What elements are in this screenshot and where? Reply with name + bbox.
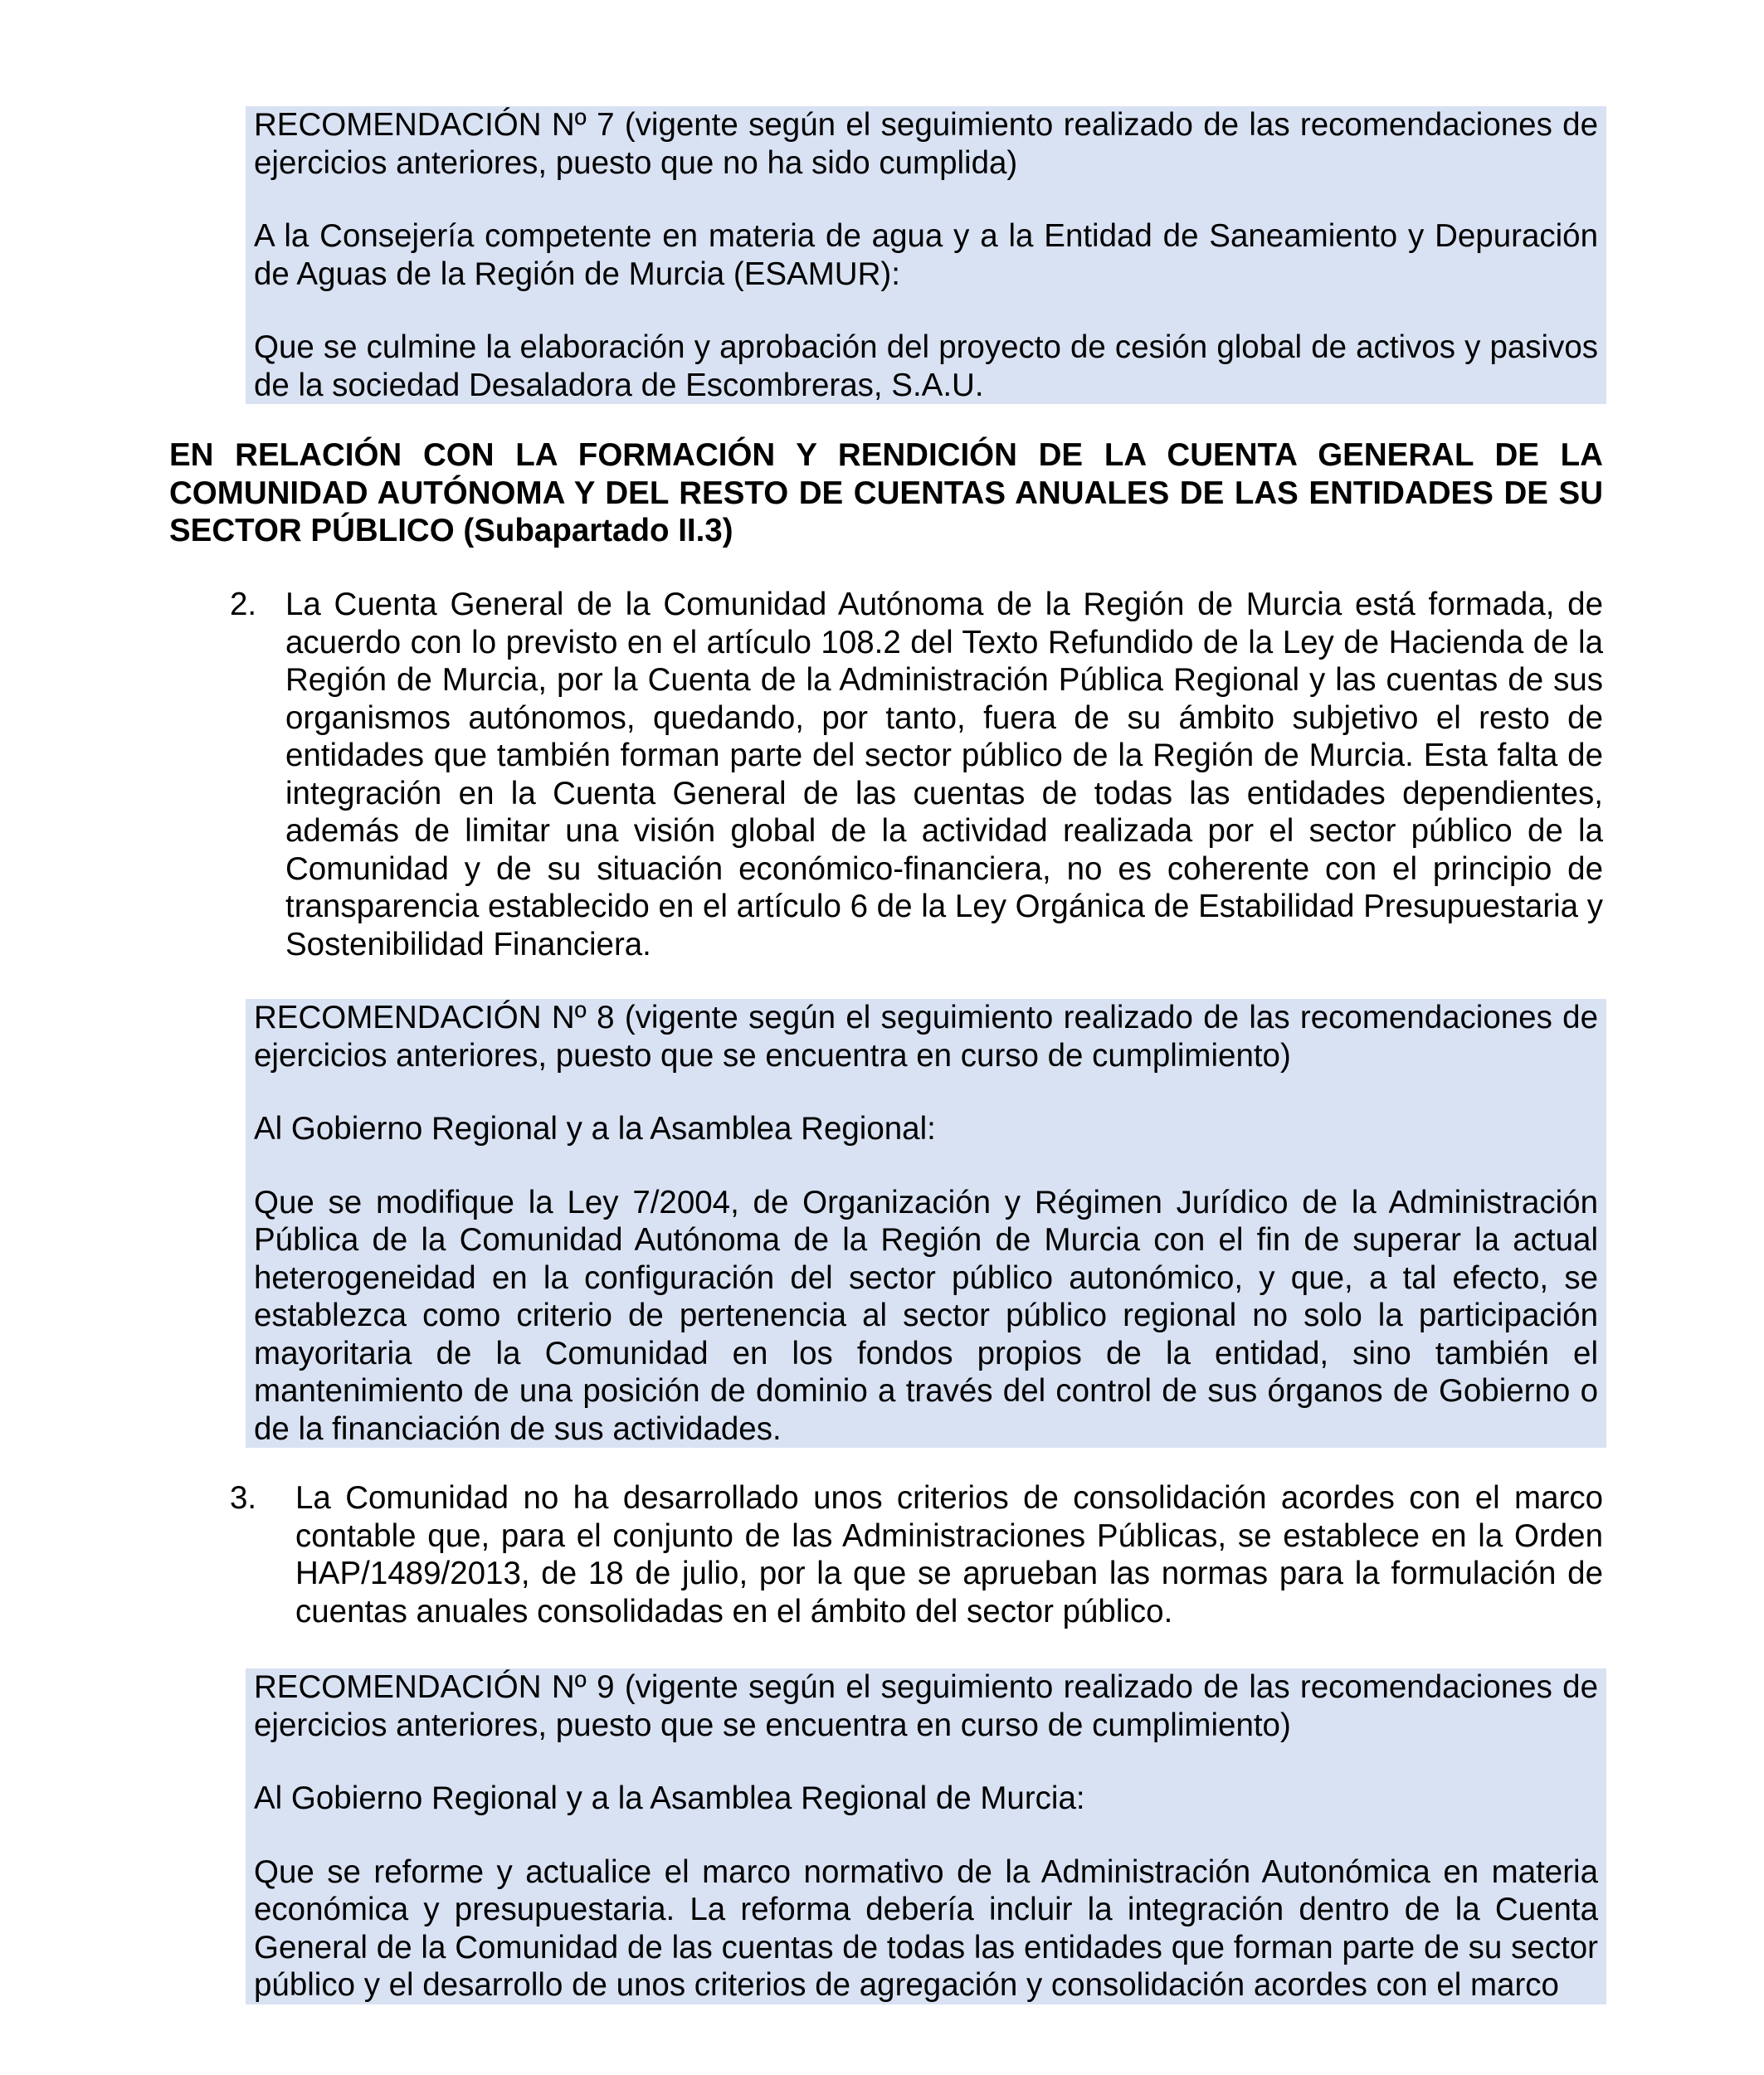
recommendation-7-box (246, 106, 1606, 404)
recommendation-9-addressee: Al Gobierno Regional y a la Asamblea Regional de Murcia: (254, 1780, 1085, 1816)
item-3-text: La Comunidad no ha desarrollado unos criterios de consolidación acordes con el marco contable que, para el conjunto de las Administraciones Públicas, se establece en la Orden HAP/1489/2013, de 18 de julio, por la que se aprueban las normas para la formulación de cuentas anuales consolidadas en el ámbito del sector público. (295, 1480, 1603, 1629)
numbered-item-2 (230, 586, 1603, 963)
recommendation-9-title: RECOMENDACIÓN Nº 9 (vigente según el seguimiento realizado de las recomendaciones de ejercicios anteriores, puesto que se encuentra en curso de cumplimiento) (254, 1669, 1598, 1743)
recommendation-8-title: RECOMENDACIÓN Nº 8 (vigente según el seguimiento realizado de las recomendaciones de ejercicios anteriores, puesto que se encuentra en curso de cumplimiento) (254, 1000, 1598, 1074)
section-heading: EN RELACIÓN CON LA FORMACIÓN Y RENDICIÓN DE LA CUENTA GENERAL DE LA COMUNIDAD AUTÓNOMA Y DEL RESTO DE CUENTAS ANUALES DE LAS ENTIDADES DE SU SECTOR PÚBLICO (Subapartado II.3) (169, 437, 1603, 548)
recommendation-7-title: RECOMENDACIÓN Nº 7 (vigente según el seguimiento realizado de las recomendaciones de ejercicios anteriores, puesto que no ha sido cumplida) (254, 107, 1598, 181)
item-3-number: 3. (230, 1480, 257, 1516)
item-2-text: La Cuenta General de la Comunidad Autónoma de la Región de Murcia está formada, de acuerdo con lo previsto en el artículo 108.2 del Texto Refundido de la Ley de Hacienda de la Región de Murcia, por la Cuenta de la Administración Pública Regional y las cuentas de sus organismos autónomos, quedando, por tanto, fuera de su ámbito subjetivo el resto de entidades que también forman parte del sector público de la Región de Murcia. Esta falta de integración en la Cuenta General de las cuentas de todas las entidades dependientes, además de limitar una visión global de la actividad realizada por el sector público de la Comunidad y de su situación económico-financiera, no es coherente con el principio de transparencia establecido en el artículo 6 de la Ley Orgánica de Estabilidad Presupuestaria y Sostenibilidad Financiera. (285, 587, 1604, 962)
recommendation-9-body: Que se reforme y actualice el marco normativo de la Administración Autonómica en materia económica y presupuestaria. La reforma debería incluir la integración dentro de la Cuenta General de la Comunidad de las cuentas de todas las entidades que forman parte de su sector público y el desarrollo de unos criterios de agregación y consolidación acordes con el marco (254, 1853, 1598, 2003)
item-2-number: 2. (230, 587, 257, 622)
recommendation-8-box (246, 999, 1606, 1448)
recommendation-9-box (246, 1668, 1606, 2004)
recommendation-7-addressee: A la Consejería competente en materia de agua y a la Entidad de Saneamiento y Depuración de Aguas de la Región de Murcia (ESAMUR): (254, 218, 1598, 292)
recommendation-8-addressee: Al Gobierno Regional y a la Asamblea Regional: (254, 1111, 936, 1147)
recommendation-8-body: Que se modifique la Ley 7/2004, de Organización y Régimen Jurídico de la Administración Pública de la Comunidad Autónoma de la Región de Murcia con el fin de superar la actual heterogeneidad en la configuración del sector público autonómico, y que, a tal efecto, se establezca como criterio de pertenencia al sector público regional no solo la participación mayoritaria de la Comunidad en los fondos propios de la entidad, sino también el mantenimiento de una posición de dominio a través del control de sus órganos de Gobierno o de la financiación de sus actividades. (254, 1184, 1598, 1447)
recommendation-7-body: Que se culmine la elaboración y aprobación del proyecto de cesión global de activos y pasivos de la sociedad Desaladora de Escombreras, S.A.U. (254, 329, 1598, 403)
numbered-item-3 (230, 1479, 1603, 1630)
